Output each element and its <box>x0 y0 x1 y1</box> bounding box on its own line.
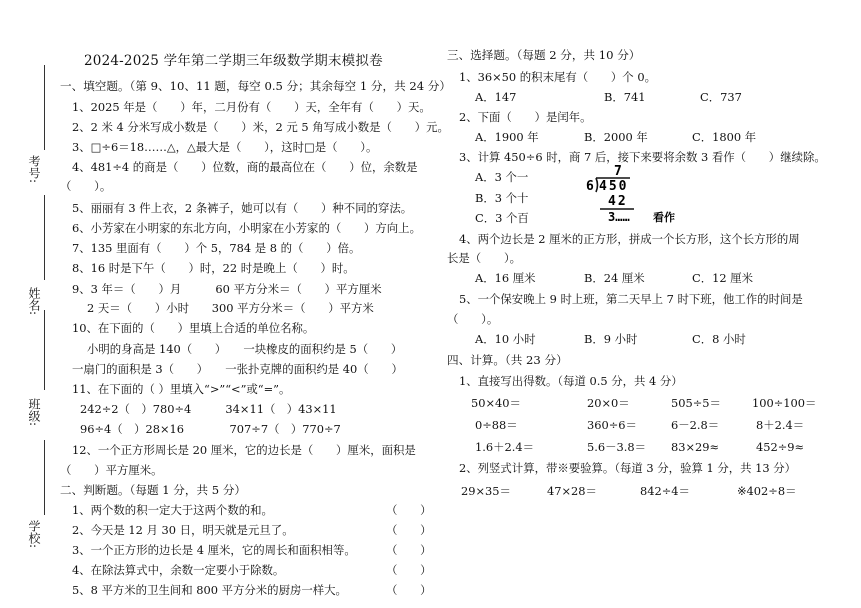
remainder: 3…… <box>608 210 630 224</box>
question: 5、丽丽有 3 件上衣，2 条裤子，她可以有（ ）种不同的穿法。 <box>72 201 413 215</box>
calc-item: 0÷88＝ <box>475 418 518 432</box>
question-cont: （ ）。 <box>447 312 499 326</box>
option: C．12 厘米 <box>692 271 754 285</box>
option: B．24 厘米 <box>584 271 645 285</box>
vertical-calc-item: 29×35＝ <box>461 484 511 498</box>
name-label: 姓名: <box>27 287 41 316</box>
question: 5、一个保安晚上 9 时上班，第二天早上 7 时下班，他工作的时间是 <box>459 292 803 306</box>
option: B．2000 年 <box>584 130 648 144</box>
option: A．16 厘米 <box>475 271 536 285</box>
calc-item: 5.6－3.8＝ <box>587 440 647 454</box>
section-heading: 三、选择题。（每题 2 分，共 10 分） <box>447 48 641 62</box>
calc-item: 6－2.8＝ <box>671 418 720 432</box>
question: 4、在除法算式中，余数一定要小于除数。 <box>72 563 285 577</box>
option: C．1800 年 <box>692 130 757 144</box>
question: 7、135 里面有（ ）个 5，784 是 8 的（ ）倍。 <box>72 241 361 255</box>
dividend: 450 <box>599 179 629 194</box>
question: 11、在下面的（ ）里填入“>”“<”或“=”。 <box>72 382 291 396</box>
question: 3、□÷6＝18……△，△最大是（ ），这时□是（ ）。 <box>72 140 378 154</box>
question: 5、8 平方米的卫生间和 800 平方分米的厨房一样大。 <box>72 583 347 597</box>
product: 42 <box>608 194 628 209</box>
option: C．3 个百 <box>475 211 529 225</box>
judge-blank: （ ） <box>386 523 432 537</box>
division-bracket <box>596 178 598 192</box>
calc-item: 505÷5＝ <box>671 396 721 410</box>
question: 2、今天是 12 月 30 日，明天就是元旦了。 <box>72 523 294 537</box>
vertical-calc-item: 47×28＝ <box>547 484 597 498</box>
vertical-calc-item: 842÷4＝ <box>640 484 690 498</box>
exam-no-label: 考号: <box>27 155 41 184</box>
calc-item: 1.6＋2.4＝ <box>475 440 535 454</box>
underline <box>44 440 45 515</box>
question: 9、3 年＝（ ）月 60 平方分米＝（ ）平方厘米 <box>72 282 382 296</box>
question-cont: 96÷4（ ）28×16 707÷7（ ）770÷7 <box>80 422 341 436</box>
long-division-figure <box>584 164 694 226</box>
question: 2、2 米 4 分米写成小数是（ ）米，2 元 5 角写成小数是（ ）元。 <box>72 120 449 134</box>
section-heading: 四、计算。（共 23 分） <box>447 353 568 367</box>
option: B．9 小时 <box>584 332 638 346</box>
section-heading: 二、判断题。（每题 1 分，共 5 分） <box>60 483 247 497</box>
quotient: 7 <box>614 164 622 179</box>
question: 8、16 时是下午（ ）时，22 时是晚上（ ）时。 <box>72 261 355 275</box>
question: 1、2025 年是（ ）年，二月份有（ ）天，全年有（ ）天。 <box>72 100 431 114</box>
annotation: 看作 <box>653 211 675 224</box>
option: C．737 <box>700 90 742 104</box>
question: 3、一个正方形的边长是 4 厘米，它的周长和面积相等。 <box>72 543 356 557</box>
question-cont: 小明的身高是 140（ ） 一块橡皮的面积约是 5（ ） <box>87 342 403 356</box>
question: 10、在下面的（ ）里填上合适的单位名称。 <box>72 321 315 335</box>
vertical-calc-item: ※402÷8＝ <box>737 484 797 498</box>
question: 3、计算 450÷6 时，商 7 后，接下来要将余数 3 看作（ ）继续除。 <box>459 150 826 164</box>
calc-item: 50×40＝ <box>471 396 521 410</box>
option: B．3 个十 <box>475 191 529 205</box>
question: 1、直接写出得数。（每道 0.5 分，共 4 分） <box>459 374 683 388</box>
judge-blank: （ ） <box>386 583 432 597</box>
question-cont: 一扇门的面积是 3（ ） 一张扑克牌的面积约是 40（ ） <box>72 362 403 376</box>
calc-item: 83×29≈ <box>671 440 720 454</box>
question: 12、一个正方形周长是 20 厘米，它的边长是（ ）厘米，面积是 <box>72 443 416 457</box>
option: A．3 个一 <box>475 170 529 184</box>
question-cont: 2 天＝（ ）小时 300 平方分米＝（ ）平方米 <box>87 301 374 315</box>
question-cont: 长是（ ）。 <box>447 251 522 265</box>
calc-item: 20×0＝ <box>587 396 630 410</box>
question: 1、两个数的积一定大于这两个数的和。 <box>72 503 273 517</box>
class-label: 班级: <box>27 398 41 427</box>
judge-blank: （ ） <box>386 503 432 517</box>
judge-blank: （ ） <box>386 563 432 577</box>
option: C．8 小时 <box>692 332 746 346</box>
calc-item: 360÷6＝ <box>587 418 637 432</box>
question: 6、小芳家在小明家的东北方向，小明家在小芳家的（ ）方向上。 <box>72 221 421 235</box>
option: A．1900 年 <box>475 130 539 144</box>
question: 4、481÷4 的商是（ ）位数，商的最高位在（ ）位，余数是 <box>72 160 418 174</box>
binding-margin <box>0 0 52 608</box>
underline <box>44 65 45 150</box>
question: 1、36×50 的积末尾有（ ）个 0。 <box>459 70 656 84</box>
underline <box>44 195 45 280</box>
page-title: 2024-2025 学年第二学期三年级数学期末模拟卷 <box>84 53 383 69</box>
option: B．741 <box>604 90 646 104</box>
question-cont: 242÷2（ ）780÷4 34×11（ ）43×11 <box>80 402 337 416</box>
option: A．147 <box>475 90 517 104</box>
divisor: 6 <box>586 179 594 194</box>
school-label: 学校: <box>27 520 41 549</box>
option: A．10 小时 <box>475 332 536 346</box>
underline <box>44 310 45 390</box>
question: 2、下面（ ）是闰年。 <box>459 110 592 124</box>
calc-item: 100÷100＝ <box>752 396 817 410</box>
question-cont: （ ）平方厘米。 <box>60 463 163 477</box>
question: 2、列竖式计算，带※要验算。（每道 3 分，验算 1 分，共 13 分） <box>459 461 797 475</box>
question: 4、两个边长是 2 厘米的正方形，拼成一个长方形，这个长方形的周 <box>459 232 800 246</box>
calc-item: 8＋2.4＝ <box>756 418 805 432</box>
calc-item: 452÷9≈ <box>756 440 805 454</box>
section-heading: 一、填空题。（第 9、10、11 题，每空 0.5 分；其余每空 1 分，共 24 分） <box>60 79 451 93</box>
question-cont: （ ）。 <box>60 179 112 193</box>
judge-blank: （ ） <box>386 543 432 557</box>
